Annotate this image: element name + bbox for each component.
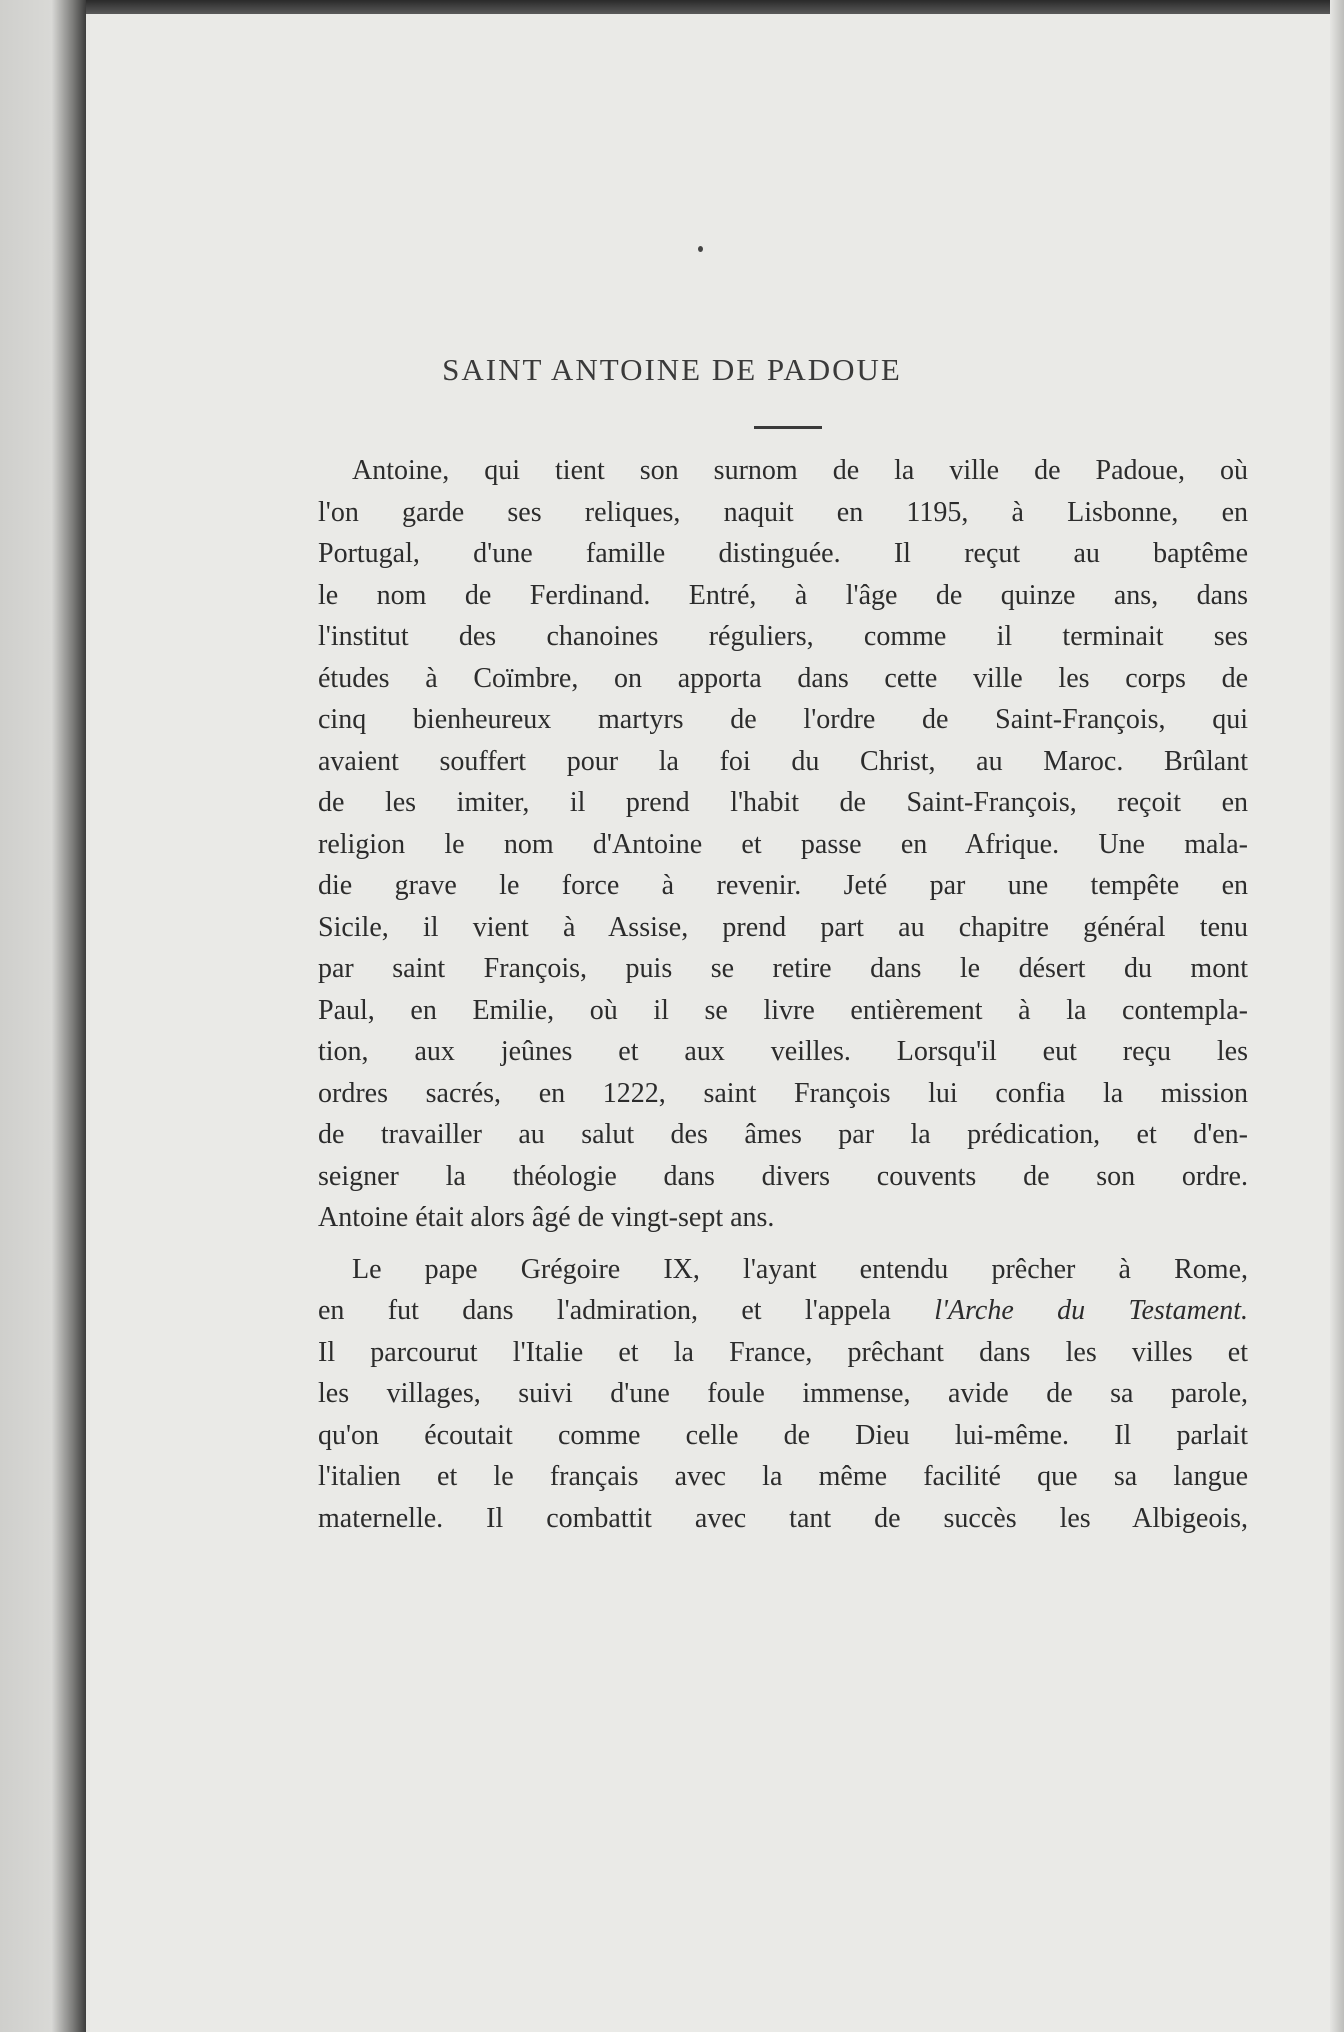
- text-line: les villages, suivi d'une foule immense, avide de sa parole,: [318, 1378, 1248, 1409]
- text-line: qu'on écoutait comme celle de Dieu lui-même. Il parlait: [318, 1419, 1248, 1451]
- text-line: Antoine était alors âgé de vingt-sept ans.: [318, 1202, 775, 1233]
- text-line: avaient souffert pour la foi du Christ, au Maroc. Brûlant: [318, 745, 1248, 777]
- text-line: Le pape Grégoire IX, l'ayant entendu prêcher à Rome,: [352, 1253, 1248, 1285]
- text-line: maternelle. Il combattit avec tant de succès les Albigeois,: [318, 1502, 1248, 1534]
- text-line: cinq bienheureux martyrs de l'ordre de Saint-François, qui: [318, 704, 1248, 735]
- text-line: Antoine, qui tient son surnom de la ville de Padoue, où: [352, 455, 1248, 486]
- text-line: die grave le force à revenir. Jeté par une tempête en: [318, 870, 1248, 901]
- page-title: SAINT ANTOINE DE PADOUE: [442, 352, 902, 387]
- text-line: religion le nom d'Antoine et passe en Afrique. Une mala-: [318, 828, 1248, 860]
- text-line: l'on garde ses reliques, naquit en 1195, à Lisbonne, en: [318, 496, 1248, 528]
- text-line: par saint François, puis se retire dans le désert du mont: [318, 953, 1248, 984]
- scan-left-gutter: [0, 0, 86, 2032]
- text-fragment: en fut dans l'admiration, et l'appela: [318, 1295, 891, 1326]
- text-line: le nom de Ferdinand. Entré, à l'âge de quinze ans, dans: [318, 579, 1248, 611]
- text-line: de les imiter, il prend l'habit de Saint-François, reçoit en: [318, 787, 1248, 818]
- ink-speck: [698, 246, 703, 252]
- text-line: Il parcourut l'Italie et la France, prêchant dans les villes et: [318, 1336, 1248, 1368]
- scan-right-edge: [1330, 0, 1344, 2032]
- text-line: seigner la théologie dans divers couvents de son ordre.: [318, 1160, 1248, 1192]
- text-line: de travailler au salut des âmes par la prédication, et d'en-: [318, 1119, 1248, 1150]
- text-line: ordres sacrés, en 1222, saint François lui confia la mission: [318, 1077, 1248, 1109]
- text-line: études à Coïmbre, on apporta dans cette ville les corps de: [318, 662, 1248, 694]
- text-line: Sicile, il vient à Assise, prend part au chapitre général tenu: [318, 911, 1248, 943]
- text-line: l'institut des chanoines réguliers, comme il terminait ses: [318, 621, 1248, 652]
- title-rule: [754, 426, 822, 429]
- text-line: Paul, en Emilie, où il se livre entièrement à la contempla-: [318, 994, 1248, 1026]
- text-line: l'italien et le français avec la même facilité que sa langue: [318, 1461, 1248, 1492]
- text-line: Portugal, d'une famille distinguée. Il reçut au baptême: [318, 538, 1248, 569]
- body-text: [318, 450, 1248, 1539]
- italic-title: l'Arche du Testament.: [934, 1295, 1249, 1326]
- scan-top-edge: [0, 0, 1344, 14]
- text-line: tion, aux jeûnes et aux veilles. Lorsqu'il eut reçu les: [318, 1036, 1248, 1067]
- text-line-with-italic: [318, 1290, 1248, 1332]
